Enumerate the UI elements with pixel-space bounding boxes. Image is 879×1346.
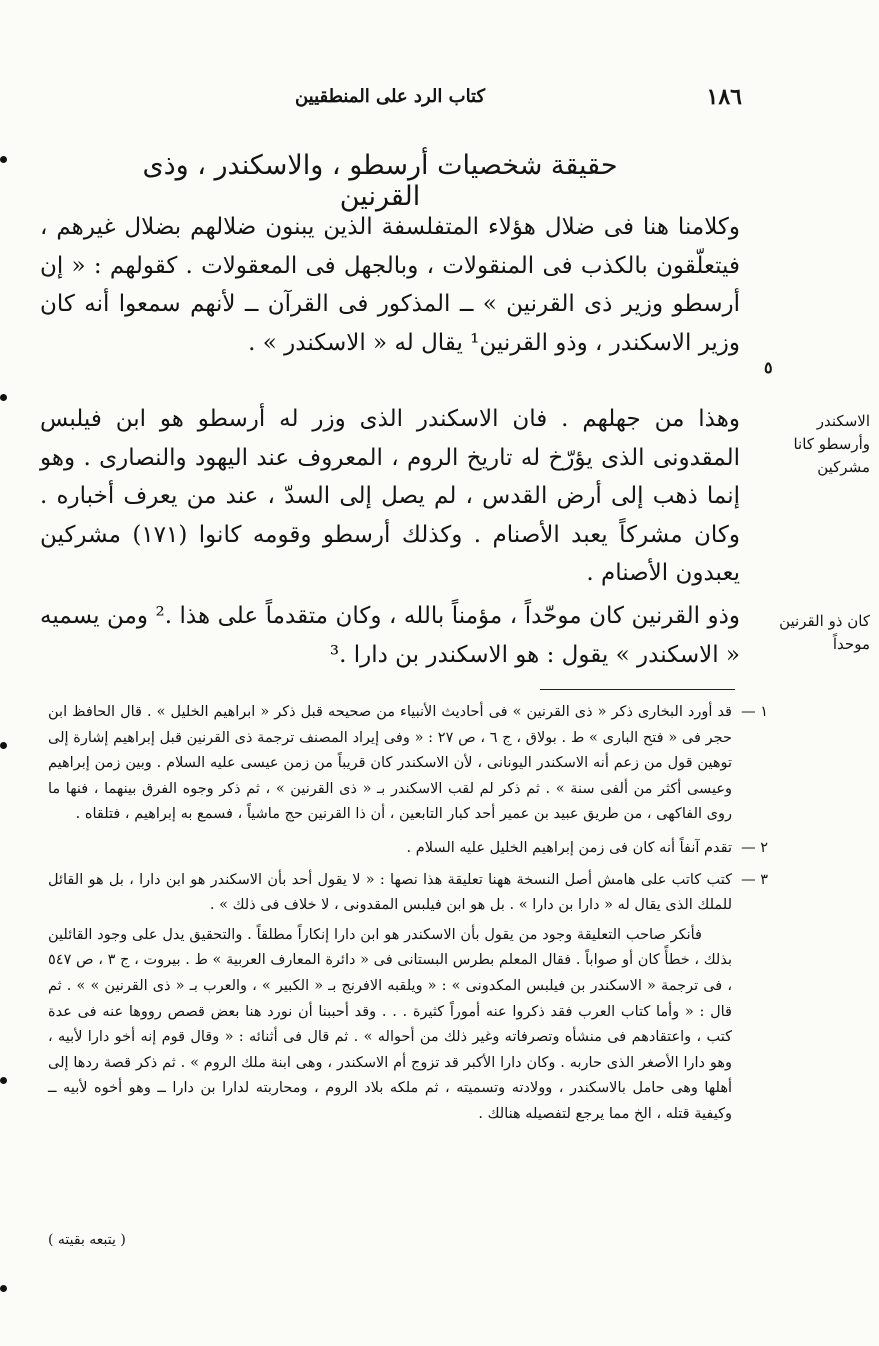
footnote-1 — [48, 700, 768, 828]
footnote-2 — [48, 836, 768, 862]
body-paragraph-1: وكلامنا هنا فى ضلال هؤلاء المتفلسفة الذين يبنون ضلالهم بضلال غيرهم ، فيتعلّقون بالكذب فى المنقولات ، وبالجهل فى المعقولات . كقولهم : « إن أرسطو وزير ذى القرنين » ــ المذكور فى القرآن ــ لأنهم سمعوا أنه كان وزير الاسكندر ، وذو القرنين¹ يقال له « الاسكندر » . — [40, 214, 740, 356]
page-edge-mark — [0, 394, 7, 401]
section-heading: حقيقة شخصيات أرسطو ، والاسكندر ، وذى القرنين — [142, 150, 618, 212]
page-edge-mark — [0, 1077, 7, 1084]
marginal-note-1: الاسكندر وأرسطو كانا مشركين — [793, 412, 870, 476]
continued-note: ( يتبعه بقيته ) — [48, 1232, 126, 1248]
footnote-text: كتب كاتب على هامش أصل النسخة ههنا تعليقة هذا نصها : « لا يقول أحد بأن الاسكندر هو ابن دارا ، بل هو القائل للملك الذى يقال له « دارا بن دارا » . بل هو ابن فيلبس المقدونى ، لا خلاف فى ذلك » . — [48, 871, 732, 914]
footnote-3 — [48, 868, 768, 919]
footnote-number: ١ — — [741, 704, 768, 720]
footnote-text: قد أورد البخارى ذكر « ذى القرنين » فى أحاديث الأنبياء من صحيحه قبل ذكر « ابراهيم الخليل » . قال الحافظ ابن حجر فى « فتح البارى » ط . بولاق ، ج ٦ ، ص ٢٧ : « وفى إيراد المصنف ترجمة ذى القرنين قبل إبراهيم إشارة إلى توهين قول من زعم أنه الاسكندر اليونانى ، لأن الاسكندر كان قريباً من زمن عيسى عليه السلام . وبين زمن إبراهيم وعيسى أكثر من ألفى سنة » . ثم ذكر لم لقب الاسكندر بـ « ذى القرنين » ، ثم ذكر وجوه الفرق بينهما ، فنها ما روى الفاكهى ، من طريق عبيد بن عمير أحد كبار التابعين ، أن ذا القرنين حج ماشياً ، فسمع به إبراهيم ، فتلقاه . — [48, 704, 732, 823]
footnote-divider — [540, 689, 735, 690]
running-header-title: كتاب الرد على المنطقيين — [294, 86, 486, 107]
footnote-text: تقدم آنفاً أنه كان فى زمن إبراهيم الخليل عليه السلام . — [406, 839, 732, 856]
footnotes-section — [48, 700, 768, 1128]
footnote-number: ٣ — — [741, 871, 768, 888]
page-edge-mark — [0, 1285, 7, 1292]
line-number-marker: ٥ — [764, 358, 773, 377]
marginal-note-2: كان ذو القرنين موحداً — [779, 612, 870, 653]
footnote-3-continuation: فأنكر صاحب التعليقة وجود من يقول بأن الاسكندر هو ابن دارا إنكاراً مطلقاً . والتحقيق يدل على وجود القائلين بذلك ، خطأً كان أو صواباً . فقال المعلم بطرس البستانى فى « دائرة المعارف العربية » ط . بيروت ، ج ٣ ، ص ٥٤٧ ، فى ترجمة « الاسكندر بن فيلبس المكدونى » : « ويلقبه الافرنج بـ « الكبير » ، والعرب بـ « ذى القرنين » » . ثم قال : « وأما كتاب العرب فقد ذكروا عنه أموراً كثيرة . . . وقد أحببنا أن نورد هنا بعض قصص رووها عنه فى عدة كتب ، واعتقادهم فى منشأه وتصرفاته وغير ذلك من أحواله » . ثم قال فى أثنائه : « وقال قوم إنه أخو دارا لأبيه ، وهو دارا الأصغر الذى حاربه . وكان دارا الأكبر قد تزوج أم الاسكندر ، وهى ابنة ملك الروم » . ثم ذكر قصة ردها إلى أهلها وهى حامل بالاسكندر ، وولادته وتسميته ، ثم ملكه بلاد الروم ، ومحاربته لدارا بن دارا ــ وهو أخوه لأبيه ــ وكيفية قتله ، الخ مما يرجع لتفصيله هنالك . — [48, 926, 732, 1122]
body-paragraph-3: وذو القرنين كان موحّداً ، مؤمناً بالله ، وكان متقدماً على هذا .² ومن يسميه « الاسكندر » يقول : هو الاسكندر بن دارا .³ — [40, 603, 740, 668]
page-edge-mark — [0, 156, 7, 163]
body-paragraph-2: وهذا من جهلهم . فان الاسكندر الذى وزر له أرسطو هو ابن فيلبس المقدونى الذى يؤرّخ له تاريخ الروم ، المعروف عند اليهود والنصارى . وهو إنما ذهب إلى أرض القدس ، لم يصل إلى السدّ ، عند من يعرف أخباره . وكان مشركاً يعبد الأصنام . وكذلك أرسطو وقومه كانوا (١٧١) مشركين يعبدون الأصنام . — [40, 406, 740, 586]
page-edge-mark — [0, 742, 7, 749]
footnote-number: ٢ — — [741, 839, 768, 856]
page-number: ١٨٦ — [706, 84, 742, 110]
